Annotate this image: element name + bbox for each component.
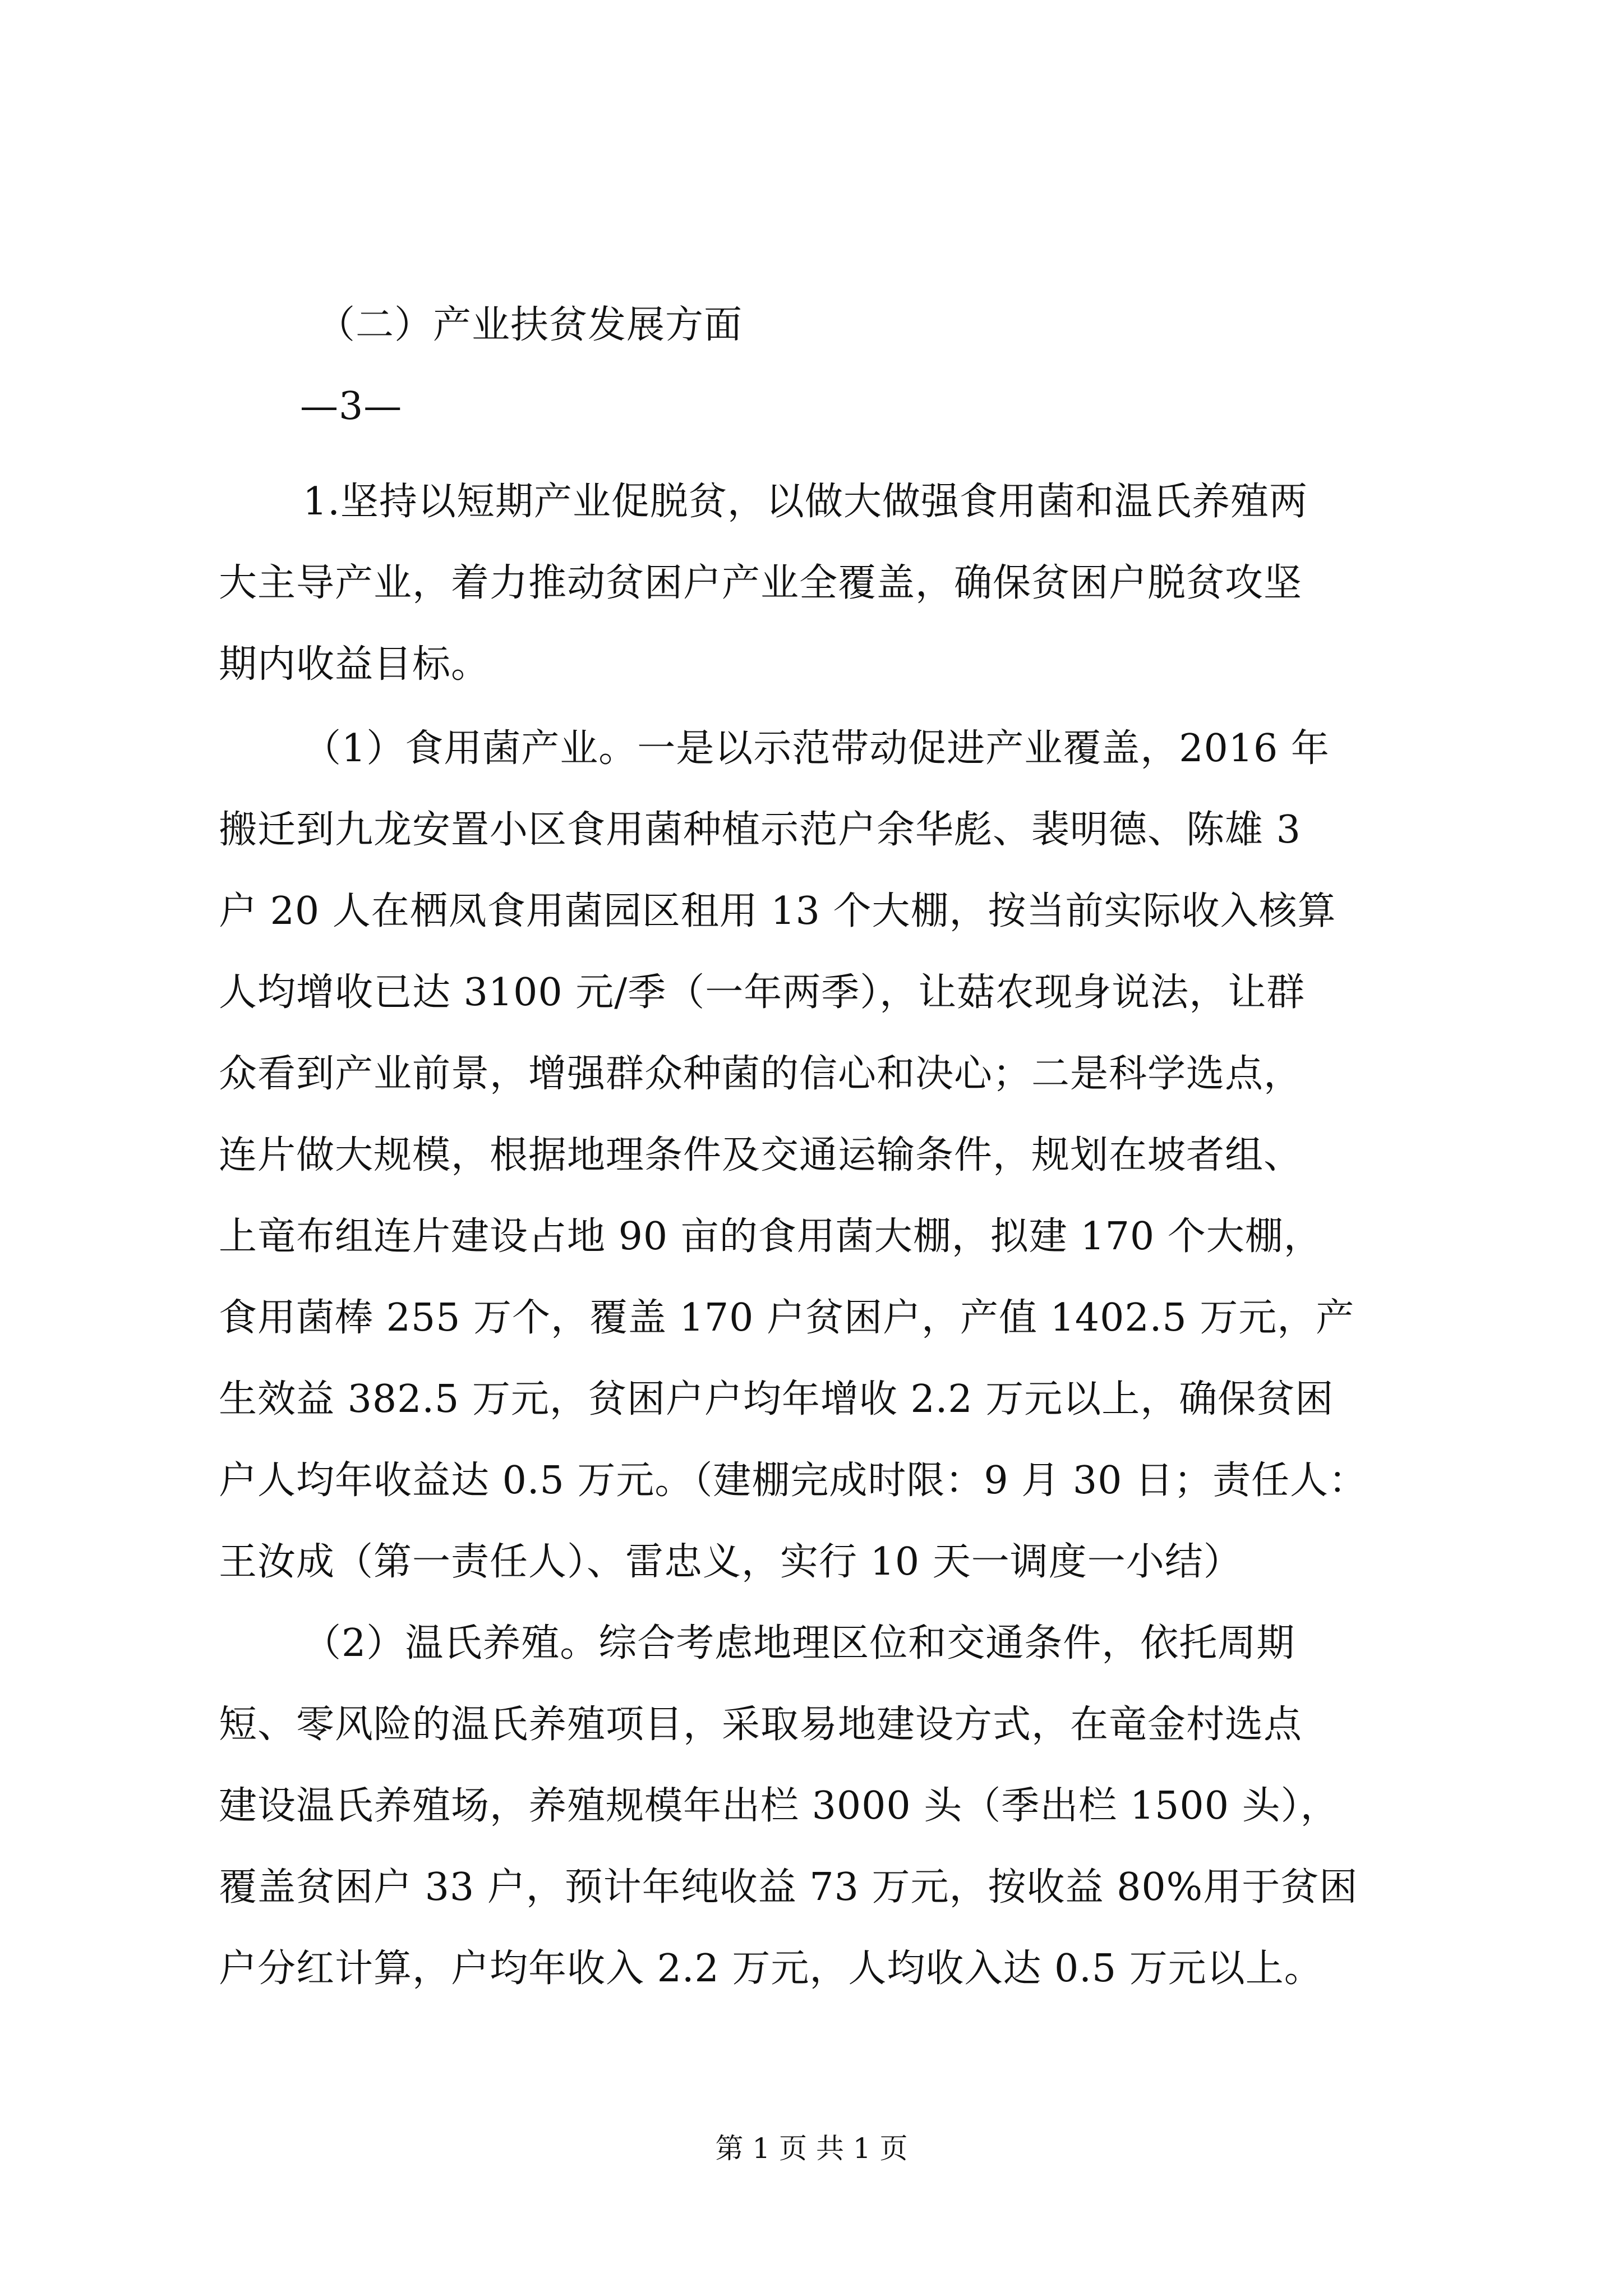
paragraph-3-line-3: 建设温氏养殖场，养殖规模年出栏 3000 头（季出栏 1500 头）， bbox=[219, 1784, 1339, 1828]
page-footer: 第 1 页 共 1 页 bbox=[715, 2132, 908, 2165]
paragraph-2-line-1: （1）食用菌产业。一是以示范带动促进产业覆盖，2016 年 bbox=[303, 726, 1330, 771]
paragraph-1-line-3: 期内收益目标。 bbox=[219, 642, 490, 687]
paragraph-2-line-3: 户 20 人在栖凤食用菌园区租用 13 个大棚，按当前实际收入核算 bbox=[219, 889, 1336, 933]
paragraph-3-line-1: （2）温氏养殖。综合考虑地理区位和交通条件，依托周期 bbox=[303, 1621, 1295, 1665]
paragraph-1-line-1: 1.坚持以短期产业促脱贫，以做大做强食用菌和温氏养殖两 bbox=[303, 480, 1308, 524]
paragraph-2-line-8: 食用菌棒 255 万个，覆盖 170 户贫困户，产值 1402.5 万元，产 bbox=[219, 1296, 1355, 1340]
paragraph-2-line-9: 生效益 382.5 万元，贫困户户均年增收 2.2 万元以上，确保贫困 bbox=[219, 1377, 1334, 1421]
section-heading: （二）产业扶贫发展方面 bbox=[317, 303, 743, 347]
paragraph-2-line-6: 连片做大规模，根据地理条件及交通运输条件，规划在坡者组、 bbox=[219, 1133, 1303, 1177]
paragraph-1-line-2: 大主导产业，着力推动贫困户产业全覆盖，确保贫困户脱贫攻坚 bbox=[219, 561, 1303, 605]
paragraph-3-line-2: 短、零风险的温氏养殖项目，采取易地建设方式，在竜金村选点 bbox=[219, 1703, 1303, 1747]
paragraph-2-line-7: 上竜布组连片建设占地 90 亩的食用菌大棚，拟建 170 个大棚， bbox=[219, 1214, 1322, 1259]
paragraph-3-line-4: 覆盖贫困户 33 户，预计年纯收益 73 万元，按收益 80%用于贫困 bbox=[219, 1865, 1358, 1910]
paragraph-3-line-5: 户分红计算，户均年收入 2.2 万元，人均收入达 0.5 万元以上。 bbox=[219, 1947, 1323, 1991]
paragraph-2-line-2: 搬迁到九龙安置小区食用菌种植示范户余华彪、裴明德、陈雄 3 bbox=[219, 808, 1301, 852]
page-marker: —3— bbox=[300, 384, 403, 429]
paragraph-2-line-5: 众看到产业前景，增强群众种菌的信心和决心；二是科学选点， bbox=[219, 1052, 1303, 1096]
paragraph-2-line-10: 户人均年收益达 0.5 万元。（建棚完成时限：9 月 30 日；责任人： bbox=[219, 1458, 1368, 1503]
paragraph-2-line-11: 王汝成（第一责任人）、雷忠义，实行 10 天一调度一小结） bbox=[219, 1540, 1242, 1584]
paragraph-2-line-4: 人均增收已达 3100 元/季（一年两季），让菇农现身说法，让群 bbox=[219, 970, 1306, 1015]
